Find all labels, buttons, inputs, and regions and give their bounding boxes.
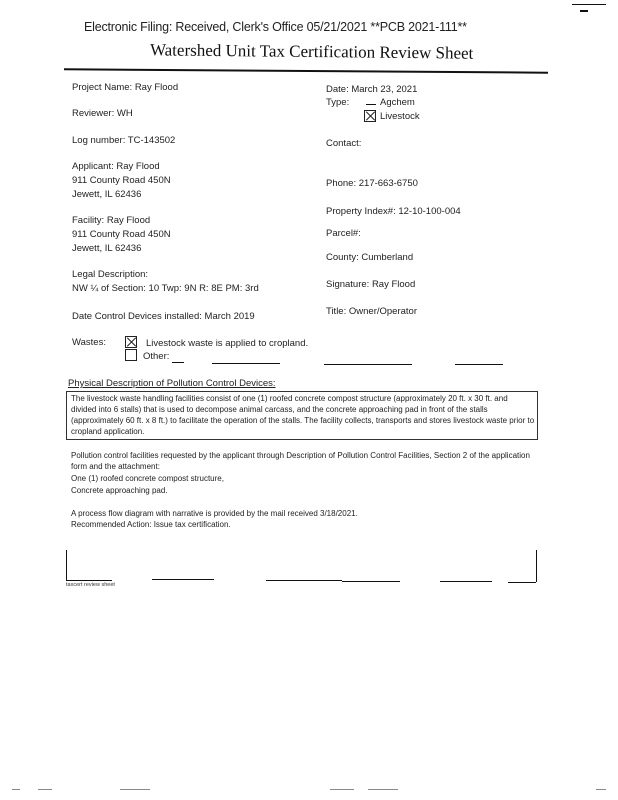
bottom-rule-4 (342, 581, 400, 582)
phone: Phone: 217-663-6750 (326, 178, 418, 189)
type-label: Type: (326, 97, 350, 108)
type-agchem: Agchem (380, 97, 415, 108)
bottom-right-vertical (536, 550, 537, 582)
scan-mark-4 (330, 789, 354, 790)
livestock-waste-checkbox[interactable] (125, 336, 137, 348)
scan-mark-1 (12, 789, 20, 790)
scan-mark-3 (120, 789, 150, 790)
livestock-checkbox[interactable] (364, 110, 376, 122)
agchem-blank (366, 104, 376, 105)
flow-diagram-note: A process flow diagram with narrative is provided by the mail received 3/18/2021. (71, 509, 358, 518)
item-approaching-pad: Concrete approaching pad. (71, 486, 168, 495)
review-date: Date: March 23, 2021 (326, 84, 418, 95)
footer-note: taxcert review sheet (66, 582, 115, 588)
other-blank-4 (455, 364, 503, 365)
livestock-waste-option: Livestock waste is applied to cropland. (146, 338, 309, 349)
reviewer: Reviewer: WH (72, 108, 133, 119)
wastes-label: Wastes: (72, 337, 106, 348)
recommended-action: Recommended Action: Issue tax certification. (71, 520, 231, 529)
facility-name: Facility: Ray Flood (72, 215, 151, 226)
other-blank-2 (212, 363, 280, 364)
top-right-rule (572, 4, 606, 5)
legal-description-label: Legal Description: (72, 269, 149, 280)
bottom-rule-2 (152, 579, 214, 580)
physical-heading: Physical Description of Pollution Control Devices: (68, 378, 276, 389)
applicant-street: 911 County Road 450N (72, 175, 171, 186)
contact: Contact: (326, 138, 362, 149)
bottom-rule-1 (66, 580, 112, 581)
date-installed: Date Control Devices installed: March 2019 (72, 311, 255, 322)
project-name: Project Name: Ray Flood (72, 82, 179, 93)
facility-city: Jewett, IL 62436 (72, 243, 142, 254)
county: County: Cumberland (326, 252, 414, 263)
bottom-rule-5 (440, 581, 492, 582)
other-blank-3 (324, 364, 412, 365)
pollution-control-intro: Pollution control facilities requested by the applicant through Description of Pollution Control Facilities, Section 2 of the application form and the attachment: (71, 451, 530, 471)
filing-stamp: Electronic Filing: Received, Clerk's Office 05/21/2021 **PCB 2021-111** (84, 20, 467, 34)
legal-description: NW ¼ of Section: 10 Twp: 9N R: 8E PM: 3rd (72, 283, 259, 294)
bottom-rule-6 (508, 582, 536, 583)
title-field: Title: Owner/Operator (326, 306, 417, 317)
physical-description: The livestock waste handling facilities consist of one (1) roofed concrete compost structure (approximately 20 ft. x 30 ft. and divided into 6 stalls) that is used to decompose animal carcass, and the concrete approaching pad in front of the stalls (approximately 60 ft. x 8 ft.) to facilitate the operation of the stalls. The facility collects, transports and stores livestock waste prior to cropland application. (71, 394, 535, 436)
other-blank-1 (172, 362, 184, 363)
applicant-city: Jewett, IL 62436 (72, 189, 142, 200)
facility-street: 911 County Road 450N (72, 229, 171, 240)
applicant-name: Applicant: Ray Flood (72, 161, 160, 172)
title-rule (64, 68, 548, 73)
item-compost-structure: One (1) roofed concrete compost structure, (71, 474, 224, 483)
scan-mark-6 (596, 789, 606, 790)
page-title: Watershed Unit Tax Certification Review Sheet (149, 40, 474, 63)
parcel: Parcel#: (326, 228, 361, 239)
property-index: Property Index#: 12-10-100-004 (326, 206, 461, 217)
log-number: Log number: TC-143502 (72, 135, 176, 146)
other-waste-option: Other: (143, 351, 170, 362)
scan-mark-5 (368, 789, 398, 790)
scan-mark-2 (38, 789, 52, 790)
type-livestock: Livestock (380, 111, 420, 122)
signature: Signature: Ray Flood (326, 279, 416, 290)
top-right-mark (580, 10, 588, 12)
bottom-rule-3 (266, 580, 342, 581)
other-waste-checkbox[interactable] (125, 349, 137, 361)
bottom-left-vertical (66, 550, 67, 580)
